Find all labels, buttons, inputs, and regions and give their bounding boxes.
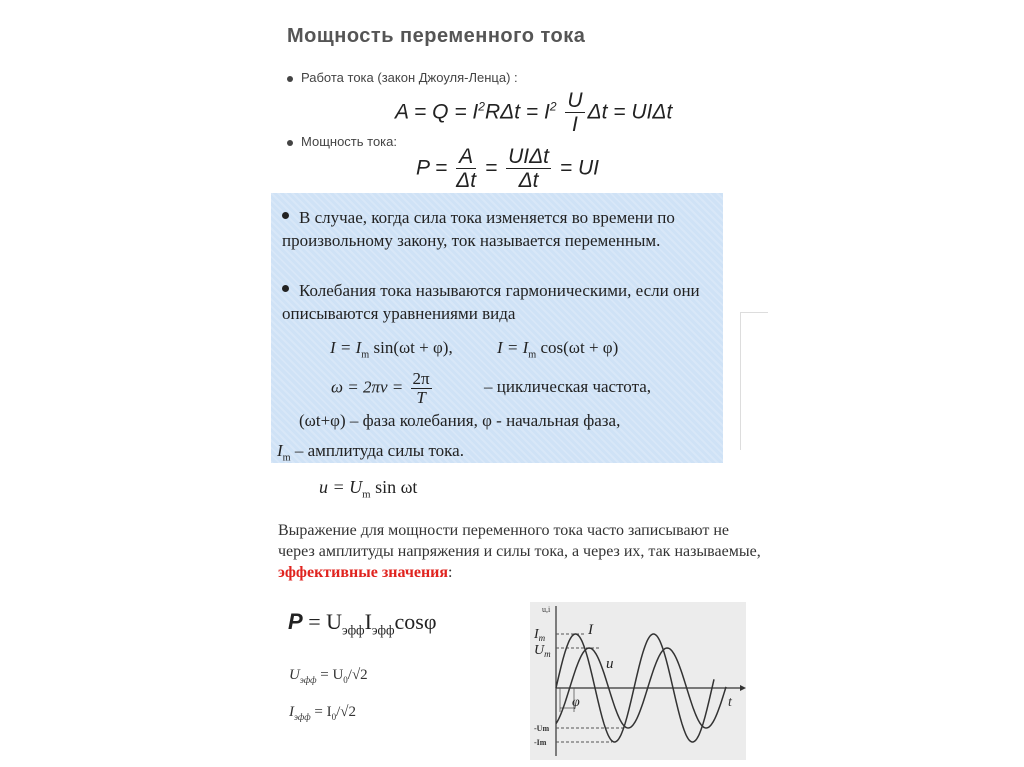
frac-num: 2π xyxy=(412,369,430,388)
u-eq-lhs: u = U xyxy=(319,477,363,497)
neg-um-label: -Um xyxy=(534,724,550,733)
fraction-2pi-over-t xyxy=(411,370,432,408)
p-eff-p: P xyxy=(288,609,303,634)
amp-text: – амплитуда силы тока. xyxy=(294,441,464,460)
equation-omega xyxy=(331,370,435,408)
p-eff-cos: cosφ xyxy=(394,609,437,634)
u-eq-tail: sin ωt xyxy=(370,477,418,497)
ac-waveform-graph xyxy=(530,602,746,760)
neg-im-label: -Im xyxy=(534,738,547,747)
box-bullet-2-text: Колебания тока называются гармоническими, если они описываются уравнениями вида xyxy=(282,281,700,323)
amp-sub: m xyxy=(282,452,291,464)
equation-u-eff xyxy=(289,667,368,685)
bullet-dot xyxy=(287,140,293,146)
equation-work xyxy=(395,90,672,136)
i-eff-sub0: 0 xyxy=(331,712,337,722)
eq-sin-tail: sin(ωt + φ), xyxy=(369,338,453,357)
eq-work-sq2: 2 xyxy=(549,99,557,114)
bullet-dot xyxy=(282,285,289,292)
equation-cos xyxy=(497,338,618,360)
frac-den: Δt xyxy=(456,169,477,193)
frac-den: Δt xyxy=(518,169,539,193)
eq-work-mid: RΔt = I xyxy=(484,100,550,124)
i-eff-i: I xyxy=(289,704,294,720)
u-eq-sub: m xyxy=(362,488,371,501)
i-eff-eq: = I xyxy=(310,704,332,720)
frac-den: I xyxy=(572,113,578,137)
u-eff-sub0: 0 xyxy=(343,675,348,685)
paragraph-tail: : xyxy=(448,564,453,581)
decorative-line xyxy=(740,312,741,450)
curve-i-label: I xyxy=(588,622,593,638)
equation-power xyxy=(416,146,599,192)
eq-sin-main: I = I xyxy=(330,338,362,357)
p-eff-i: I xyxy=(364,609,372,634)
box-bullet-2 xyxy=(282,279,722,325)
paragraph-text: Выражение для мощности переменного тока часто записывают не через амплитуды напряжения и силы тока, а через их, так называемые, xyxy=(278,522,761,560)
equation-sin xyxy=(330,338,453,360)
eq-work-rhs: Δt = UIΔt xyxy=(587,100,673,124)
bullet-dot xyxy=(282,212,289,219)
eq-sin-sub: m xyxy=(361,349,370,361)
fraction-uidt-over-dt xyxy=(506,146,551,192)
phase-text: (ωt+φ) – фаза колебания, φ - начальная фаза, xyxy=(299,411,621,430)
bullet-dot xyxy=(287,76,293,82)
u-eff-tail: /√2 xyxy=(347,667,368,683)
fraction-a-over-dt xyxy=(456,146,476,192)
eq-power-rhs: = UI xyxy=(559,156,599,180)
box-bullet-1-text: В случае, когда сила тока изменяется во времени по произвольному закону, ток называется переменным. xyxy=(282,208,675,250)
amplitude-text xyxy=(277,441,464,463)
p-eff-sub2: эфф xyxy=(371,622,395,638)
effective-values-paragraph xyxy=(278,520,763,583)
eq-cos-sub: m xyxy=(528,349,537,361)
bullet-power xyxy=(287,134,397,149)
p-eff-eq: = U xyxy=(302,609,342,634)
eq-cos-tail: cos(ωt + φ) xyxy=(536,338,619,357)
axis-x-label: t xyxy=(728,695,732,710)
frac-num: UIΔt xyxy=(508,145,549,168)
bullet-work-text: Работа тока (закон Джоуля-Ленца) : xyxy=(301,70,518,85)
u-eff-sub: эфф xyxy=(299,675,317,685)
omega-label: – циклическая частота, xyxy=(484,377,652,396)
bullet-work xyxy=(287,70,518,85)
eq-power-eq: = xyxy=(484,156,498,180)
i-eff-tail: /√2 xyxy=(336,704,357,720)
im-label-main: I xyxy=(534,627,539,642)
equation-i-eff xyxy=(289,704,356,722)
im-label-sub: m xyxy=(538,633,546,643)
eq-work-sq1: 2 xyxy=(478,99,485,114)
um-label-main: U xyxy=(534,643,545,658)
u-eff-u: U xyxy=(289,667,300,683)
box-bullet-1 xyxy=(282,206,722,252)
frac-num: U xyxy=(567,89,583,112)
paragraph-highlight: эффективные значения xyxy=(278,564,449,581)
um-label-sub: m xyxy=(544,649,551,659)
page-title: Мощность переменного тока xyxy=(287,25,586,47)
eq-work-lhs: A = Q = I xyxy=(395,100,479,124)
curve-u-label: u xyxy=(606,656,614,672)
axis-y-label: u,i xyxy=(542,605,551,614)
fraction-u-over-i xyxy=(565,90,584,136)
frac-num: A xyxy=(456,146,476,169)
p-eff-sub1: эфф xyxy=(341,622,365,638)
omega-lhs: ω = 2πν = xyxy=(331,377,404,397)
eq-power-lhs: P = xyxy=(416,156,448,180)
frac-den: T xyxy=(416,387,426,407)
amp-sym: I xyxy=(277,441,283,460)
equation-p-eff xyxy=(288,609,437,638)
bullet-power-text: Мощность тока: xyxy=(301,134,398,149)
decorative-tick xyxy=(740,312,768,313)
u-eff-eq: = U xyxy=(316,667,344,683)
phi-label: φ xyxy=(572,695,580,710)
i-eff-sub: эфф xyxy=(294,712,311,722)
equation-u xyxy=(319,477,417,501)
eq-cos-main: I = I xyxy=(497,338,529,357)
